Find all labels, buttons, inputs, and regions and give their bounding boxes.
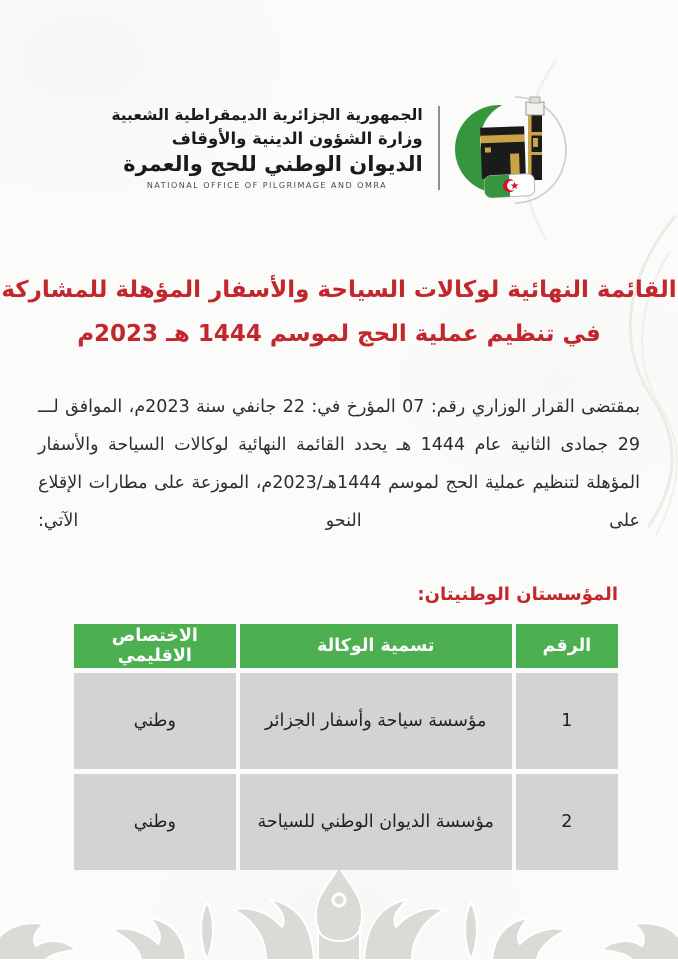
agencies-table xyxy=(70,619,622,875)
org-identity-block xyxy=(111,106,422,190)
decree-paragraph: بمقتضى القرار الوزاري رقم: 07 المؤرخ في: 22 جانفي سنة 2023م، الموافق لـــ 29 جمادى الثانية عام 1444 هـ يحدد القائمة النهائية لوكالات السياحة والأسفار المؤهلة لتنظيم عملية الحج لموسم 1444هـ/2023م، الموزعة على مطارات الإقلاع على النحو الآتي: xyxy=(38,397,640,531)
table-row xyxy=(74,774,618,870)
document-header xyxy=(0,0,678,206)
cell-row-number: 1 xyxy=(516,673,618,769)
cell-jurisdiction: وطني xyxy=(74,774,236,870)
title-line-2: في تنظيم عملية الحج لموسم 1444 هـ 2023م xyxy=(77,321,601,347)
republic-name: الجمهورية الجزائرية الديمقراطية الشعبية xyxy=(111,106,423,124)
section-label-national-institutions: المؤسستان الوطنيتان: xyxy=(417,584,618,605)
ministry-name: وزارة الشؤون الدينية والأوقاف xyxy=(171,129,423,148)
arabesque-ornament-decoration xyxy=(0,860,678,960)
pilgrimage-office-logo-icon xyxy=(455,90,567,206)
column-header-agency-name: تسمية الوكالة xyxy=(240,624,512,668)
table-row xyxy=(74,673,618,769)
cell-jurisdiction: وطني xyxy=(74,673,236,769)
office-name-english: NATIONAL OFFICE OF PILGRIMAGE AND OMRA xyxy=(146,181,388,190)
column-header-regional-jurisdiction: الاختصاص الاقليمي xyxy=(74,624,236,668)
cell-agency-name: مؤسسة الديوان الوطني للسياحة xyxy=(240,774,512,870)
table-header-row xyxy=(74,624,618,668)
document-title xyxy=(0,268,678,356)
office-name-arabic: الديوان الوطني للحج والعمرة xyxy=(123,152,423,176)
title-line-1: القائمة النهائية لوكالات السياحة والأسفار المؤهلة للمشاركة xyxy=(1,277,677,303)
cell-row-number: 2 xyxy=(516,774,618,870)
cell-agency-name: مؤسسة سياحة وأسفار الجزائر xyxy=(240,673,512,769)
header-divider xyxy=(438,106,440,190)
column-header-number: الرقم xyxy=(516,624,618,668)
